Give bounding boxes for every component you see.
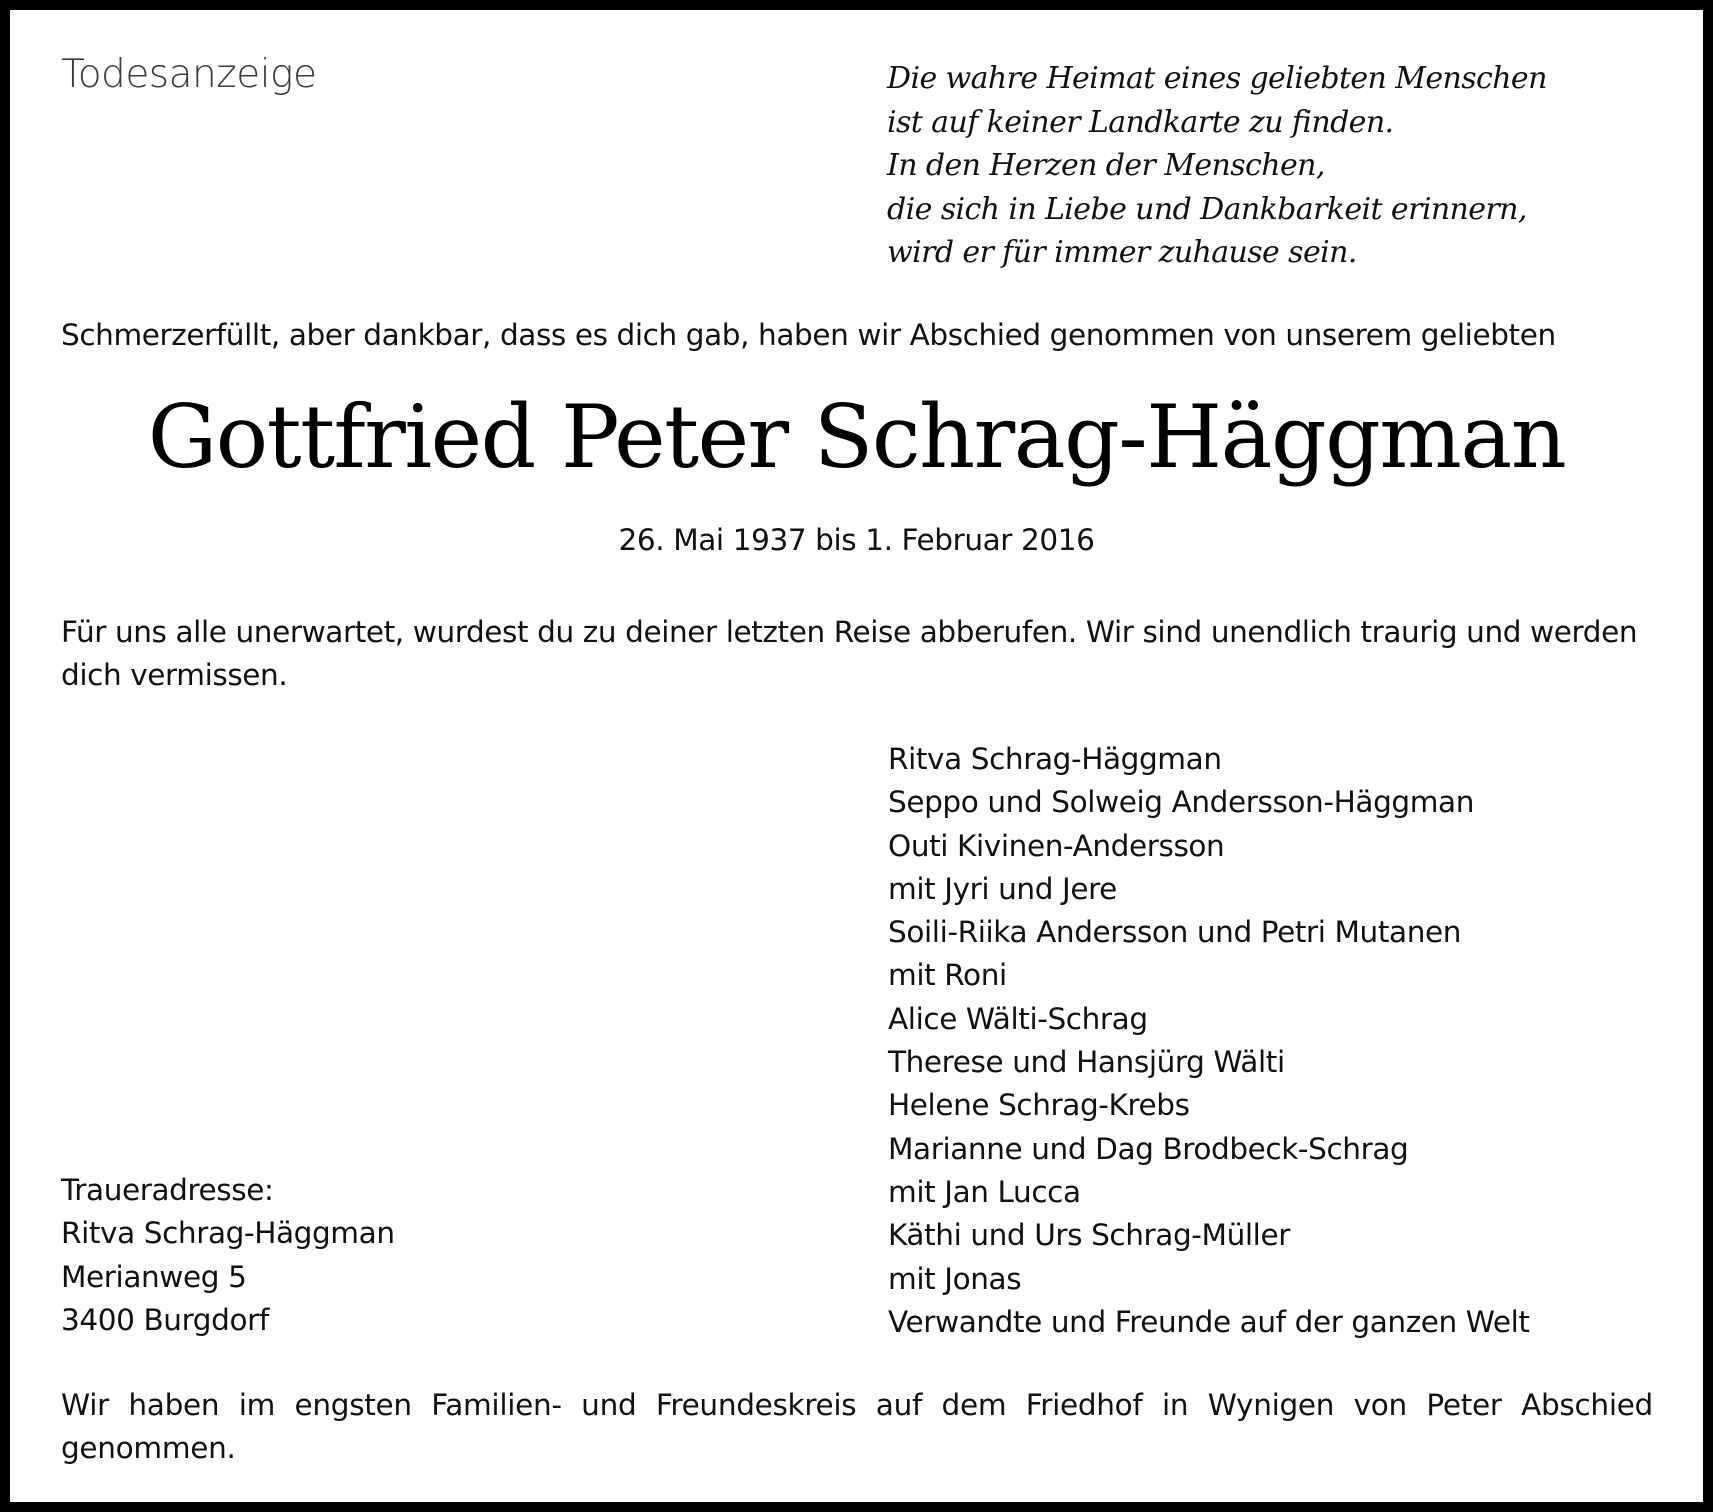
address-line: Ritva Schrag-Häggman	[61, 1216, 395, 1251]
family-member: Soili-Riika Andersson und Petri Mutanen	[888, 915, 1462, 950]
deceased-name: Gottfried Peter Schrag-Häggman	[147, 386, 1566, 488]
family-member: Marianne und Dag Brodbeck-Schrag	[888, 1131, 1409, 1166]
intro-text: Schmerzerfüllt, aber dankbar, dass es dich gab, haben wir Abschied genommen von unserem geliebten	[61, 318, 1556, 352]
poem-line: Die wahre Heimat eines geliebten Menschen	[887, 61, 1547, 96]
poem-line: die sich in Liebe und Dankbarkeit erinnern,	[887, 191, 1527, 227]
closing-text: Wir haben im engsten Familien- und Freundeskreis auf dem Friedhof in Wynigen von Peter Abschied genommen.	[61, 1388, 1653, 1465]
family-list	[888, 738, 1530, 1344]
family-member: mit Roni	[888, 958, 1007, 993]
life-dates: 26. Mai 1937 bis 1. Februar 2016	[618, 523, 1095, 557]
poem-line: wird er für immer zuhause sein.	[887, 235, 1357, 270]
address-line: Merianweg 5	[61, 1259, 247, 1294]
family-member: Seppo und Solweig Andersson-Häggman	[888, 785, 1475, 820]
poem-line: In den Herzen der Menschen,	[887, 148, 1325, 183]
address-line: 3400 Burgdorf	[61, 1302, 269, 1337]
family-member: mit Jan Lucca	[888, 1174, 1081, 1209]
family-member: Therese und Hansjürg Wälti	[888, 1045, 1285, 1080]
poem-line: ist auf keiner Landkarte zu finden.	[887, 104, 1394, 140]
family-member: Outi Kivinen-Andersson	[888, 828, 1225, 863]
family-member: Helene Schrag-Krebs	[888, 1088, 1190, 1123]
address-heading: Traueradresse:	[61, 1173, 274, 1207]
family-member: mit Jonas	[888, 1261, 1022, 1296]
family-member: mit Jyri und Jere	[888, 871, 1117, 906]
farewell-message: Für uns alle unerwartet, wurdest du zu deiner letzten Reise abberufen. Wir sind unendlich traurig und werden dich vermissen.	[61, 615, 1638, 692]
family-member: Alice Wälti-Schrag	[888, 1001, 1148, 1036]
family-member: Ritva Schrag-Häggman	[888, 742, 1222, 776]
mourning-address	[61, 1169, 395, 1342]
memorial-poem	[887, 57, 1547, 275]
notice-type-label: Todesanzeige	[61, 52, 317, 97]
family-member: Käthi und Urs Schrag-Müller	[888, 1218, 1290, 1253]
family-member: Verwandte und Freunde auf der ganzen Welt	[888, 1304, 1530, 1339]
